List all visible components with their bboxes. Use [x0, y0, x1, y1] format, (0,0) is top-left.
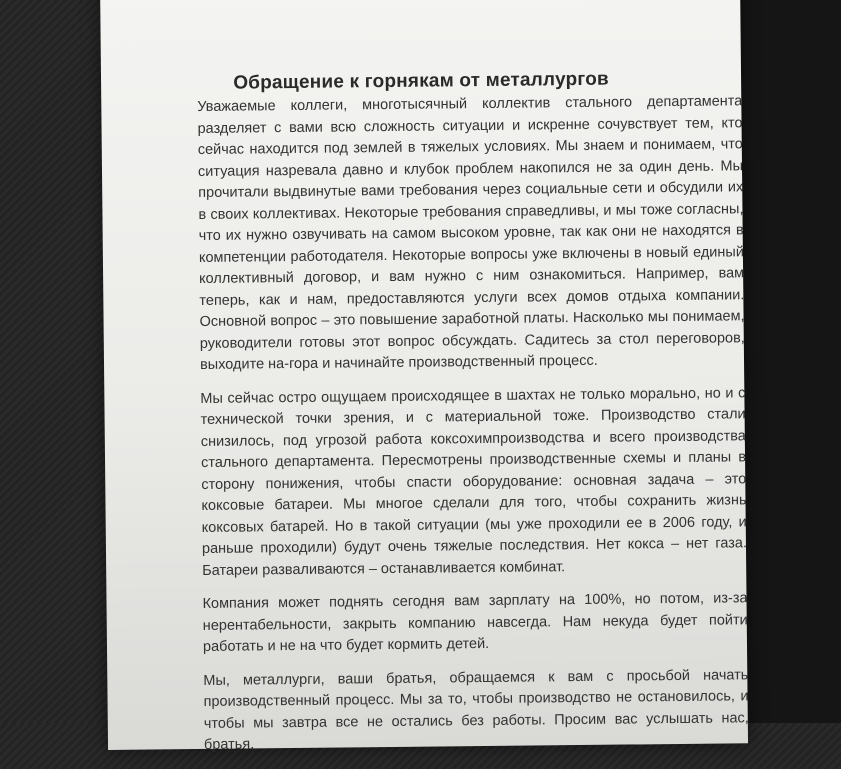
dark-background-right — [740, 0, 841, 723]
paragraph-3: Компания может поднять сегодня вам зарплату на 100%, но потом, из-за нерентабельности, закрыть компанию навсегда. Нам некуда будет пойти работать и не на что будет кормить детей. — [202, 590, 748, 655]
paragraph-2: Мы сейчас остро ощущаем происходящее в шахтах не только морально, но и с технической точки зрения, и с материальной тоже. Производство стали снизилось, под угрозой работа коксохимпроизводства и всего производства стального департамента. Пересмотрены производственные схемы и планы в сторону понижения, чтобы спасти оборудование: основная задача – это коксовые батареи. Мы многое сделали для того, чтобы сохранить жизнь коксовых батарей. Но в такой ситуации (мы уже проходили ее в 2006 году, и раньше проходили) будут очень тяжелые последствия. Нет кокса – нет газа. Батареи разваливаются – останавливается комбинат. — [200, 384, 748, 579]
paper-sheet — [100, 0, 749, 753]
paragraph-4: Мы, металлурги, ваши братья, обращаемся к вам с просьбой начать производственный процесс. Мы за то, чтобы производство не остановилось, и чтобы мы завтра все не остались без работы. Просим вас услышать нас, братья, — [203, 666, 749, 753]
document-body — [197, 91, 749, 768]
paragraph-1: Уважаемые коллеги, многотысячный коллектив стального департамента разделяет с вами всю сложность ситуации и искренне сочувствует тем, кто сейчас находится под землей в тяжелых условиях. Мы знаем и понимаем, что ситуация назревала давно и клубок проблем накопился не за один день. Мы прочитали выдвинутые вами требования через социальные сети и обсудили их в своих коллективах. Некоторые требования справедливы, и мы тоже согласны, что их нужно озвучивать на самом высоком уровне, так как они не находятся в компетенции работодателя. Некоторые вопросы уже включены в новый единый коллективный договор, и вам нужно с ним ознакомиться. Например, вам теперь, как и нам, предоставляются услуги всех домов отдыха компании. Основной вопрос – это повышение заработной платы. Насколько мы понимаем, руководители готовы этот вопрос обсуждать. Садитесь за стол переговоров, выходите на-гора и начинайте производственный процесс. — [197, 93, 745, 373]
document-title: Обращение к горнякам от металлургов — [233, 68, 610, 94]
